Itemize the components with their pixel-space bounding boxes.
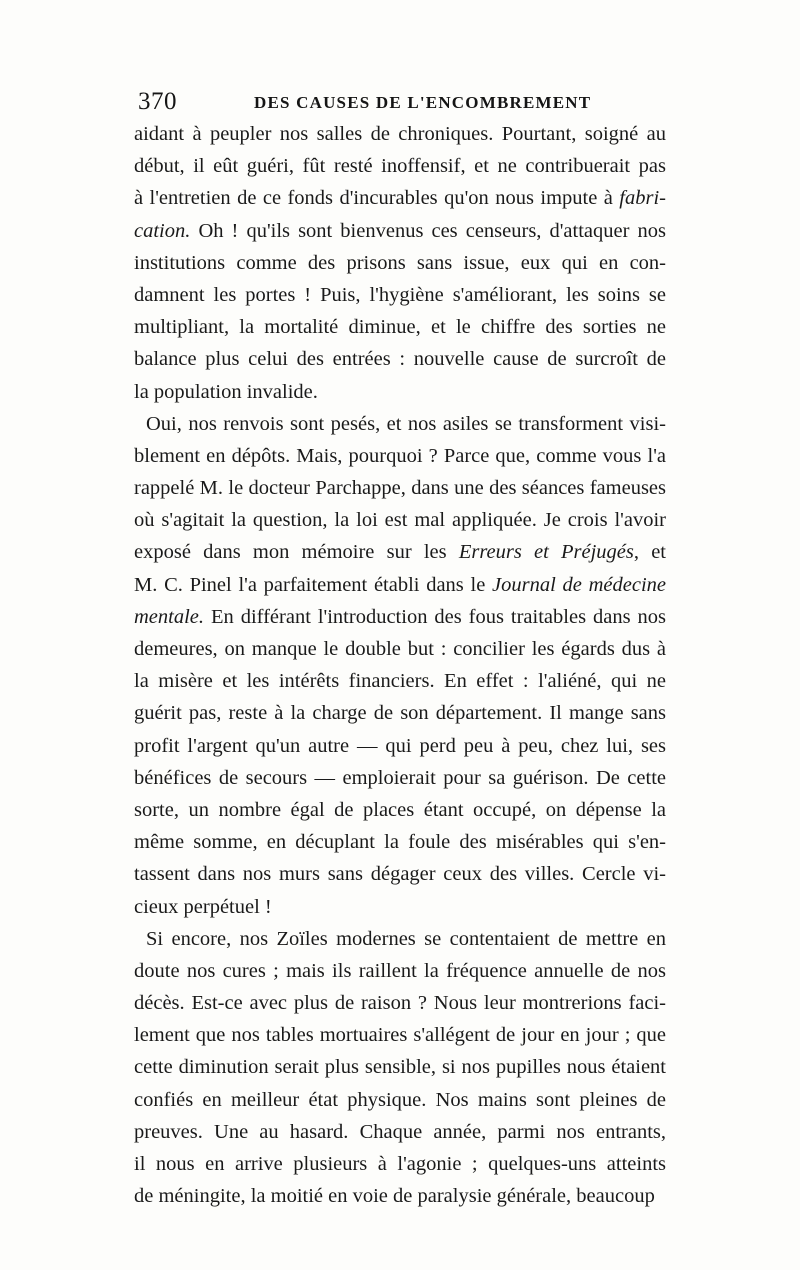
text-line [134,311,666,343]
text-run: multipliant, la mortalité diminue, et le chiffre des sorties ne [134,316,666,339]
text-line [134,762,666,794]
italic-text: mentale. [134,605,205,628]
text-run: balance plus celui des entrées : nouvelle cause de surcroît de [134,348,666,371]
text-line [134,279,666,311]
text-line [134,1180,666,1212]
text-line [134,343,666,375]
text-line [134,730,666,762]
text-line [134,569,666,601]
text-line [134,858,666,890]
text-run: sorte, un nombre égal de places étant occupé, on dépense la [134,798,666,821]
text-run: doute nos cures ; mais ils raillent la fréquence annuelle de nos [134,959,666,982]
text-run: institutions comme des prisons sans issue, eux qui en con- [134,251,666,274]
text-run: début, il eût guéri, fût resté inoffensif, et ne contribuerait pas [134,155,666,178]
paragraph [134,118,666,408]
text-run: cette diminution serait plus sensible, si nos pupilles nous étaient [134,1056,666,1079]
text-run: , et [633,541,666,564]
text-run: cieux perpétuel ! [134,895,272,918]
text-run: Oh ! qu'ils sont bienvenus ces censeurs, d'attaquer nos [190,219,666,242]
text-line [134,504,666,536]
text-run: à l'entretien de ce fonds d'incurables qu'on nous impute à [134,187,620,210]
text-line [134,1051,666,1083]
text-line [134,891,666,923]
text-run: Si encore, nos Zoïles modernes se contentaient de mettre en [146,927,666,950]
text-run: la misère et les intérêts financiers. En effet : l'aliéné, qui ne [134,670,666,693]
text-run: où s'agitait la question, la loi est mal appliquée. Je crois l'avoir [134,509,666,532]
text-run: confiés en meilleur état physique. Nos mains sont pleines de [134,1088,666,1111]
running-head [138,86,663,118]
italic-text: Journal de médecine [492,573,666,596]
italic-text: fabri- [619,187,666,210]
text-line [134,472,666,504]
italic-text: cation. [134,219,191,242]
text-line [134,794,666,826]
text-run: bénéfices de secours — emploierait pour sa guérison. De cette [134,766,666,789]
text-line [134,665,666,697]
text-run: guérit pas, reste à la charge de son département. Il mange sans [134,702,666,725]
paragraph [134,923,666,1213]
text-line [134,1019,666,1051]
page-number: 370 [138,88,177,115]
text-run: aidant à peupler nos salles de chroniques. Pourtant, soigné au [134,123,666,145]
text-run: profit l'argent qu'un autre — qui perd peu à peu, chez lui, ses [134,734,666,757]
text-run: décès. Est-ce avec plus de raison ? Nous leur montrerions faci- [134,992,666,1015]
text-line [134,150,666,182]
text-line [134,247,666,279]
text-run: de méningite, la moitié en voie de paralysie générale, beaucoup [134,1185,655,1208]
text-run: il nous en arrive plusieurs à l'agonie ; quelques-uns atteints [134,1153,666,1175]
text-line [134,182,666,214]
text-run: lement que nos tables mortuaires s'allégent de jour en jour ; que [134,1024,666,1047]
text-run: tassent dans nos murs sans dégager ceux des villes. Cercle vi- [134,863,666,886]
text-run: même somme, en décuplant la foule des misérables qui s'en- [134,831,666,854]
text-line [134,408,666,440]
text-line [134,376,666,408]
running-title: DES CAUSES DE L'ENCOMBREMENT [254,93,592,112]
text-run: rappelé M. le docteur Parchappe, dans une des séances fameuses [134,477,666,500]
text-line [134,987,666,1019]
text-run: exposé dans mon mémoire sur les [134,541,459,564]
text-run: Oui, nos renvois sont pesés, et nos asiles se transforment visi- [146,412,666,435]
text-run: blement en dépôts. Mais, pourquoi ? Parce que, comme vous l'a [134,444,666,467]
text-run: En différant l'introduction des fous traitables dans nos [204,605,666,628]
text-run: la population invalide. [134,380,318,403]
text-run: M. C. Pinel l'a parfaitement établi dans le [134,573,493,596]
body-text [134,118,666,1212]
text-line [134,601,666,633]
text-line [134,697,666,729]
italic-text: Erreurs et Préjugés [458,541,634,564]
text-line [134,215,666,247]
text-line [134,1116,666,1148]
text-line [134,536,666,568]
text-line [134,118,666,150]
text-line [134,1148,666,1180]
text-line [134,923,666,955]
paragraph [134,408,666,923]
text-line [134,955,666,987]
text-run: preuves. Une au hasard. Chaque année, parmi nos entrants, [134,1120,666,1143]
text-run: demeures, on manque le double but : concilier les égards dus à [134,638,666,660]
text-run: damnent les portes ! Puis, l'hygiène s'améliorant, les soins se [134,283,666,306]
text-line [134,1084,666,1116]
text-line [134,440,666,472]
text-line [134,826,666,858]
text-line [134,633,666,665]
